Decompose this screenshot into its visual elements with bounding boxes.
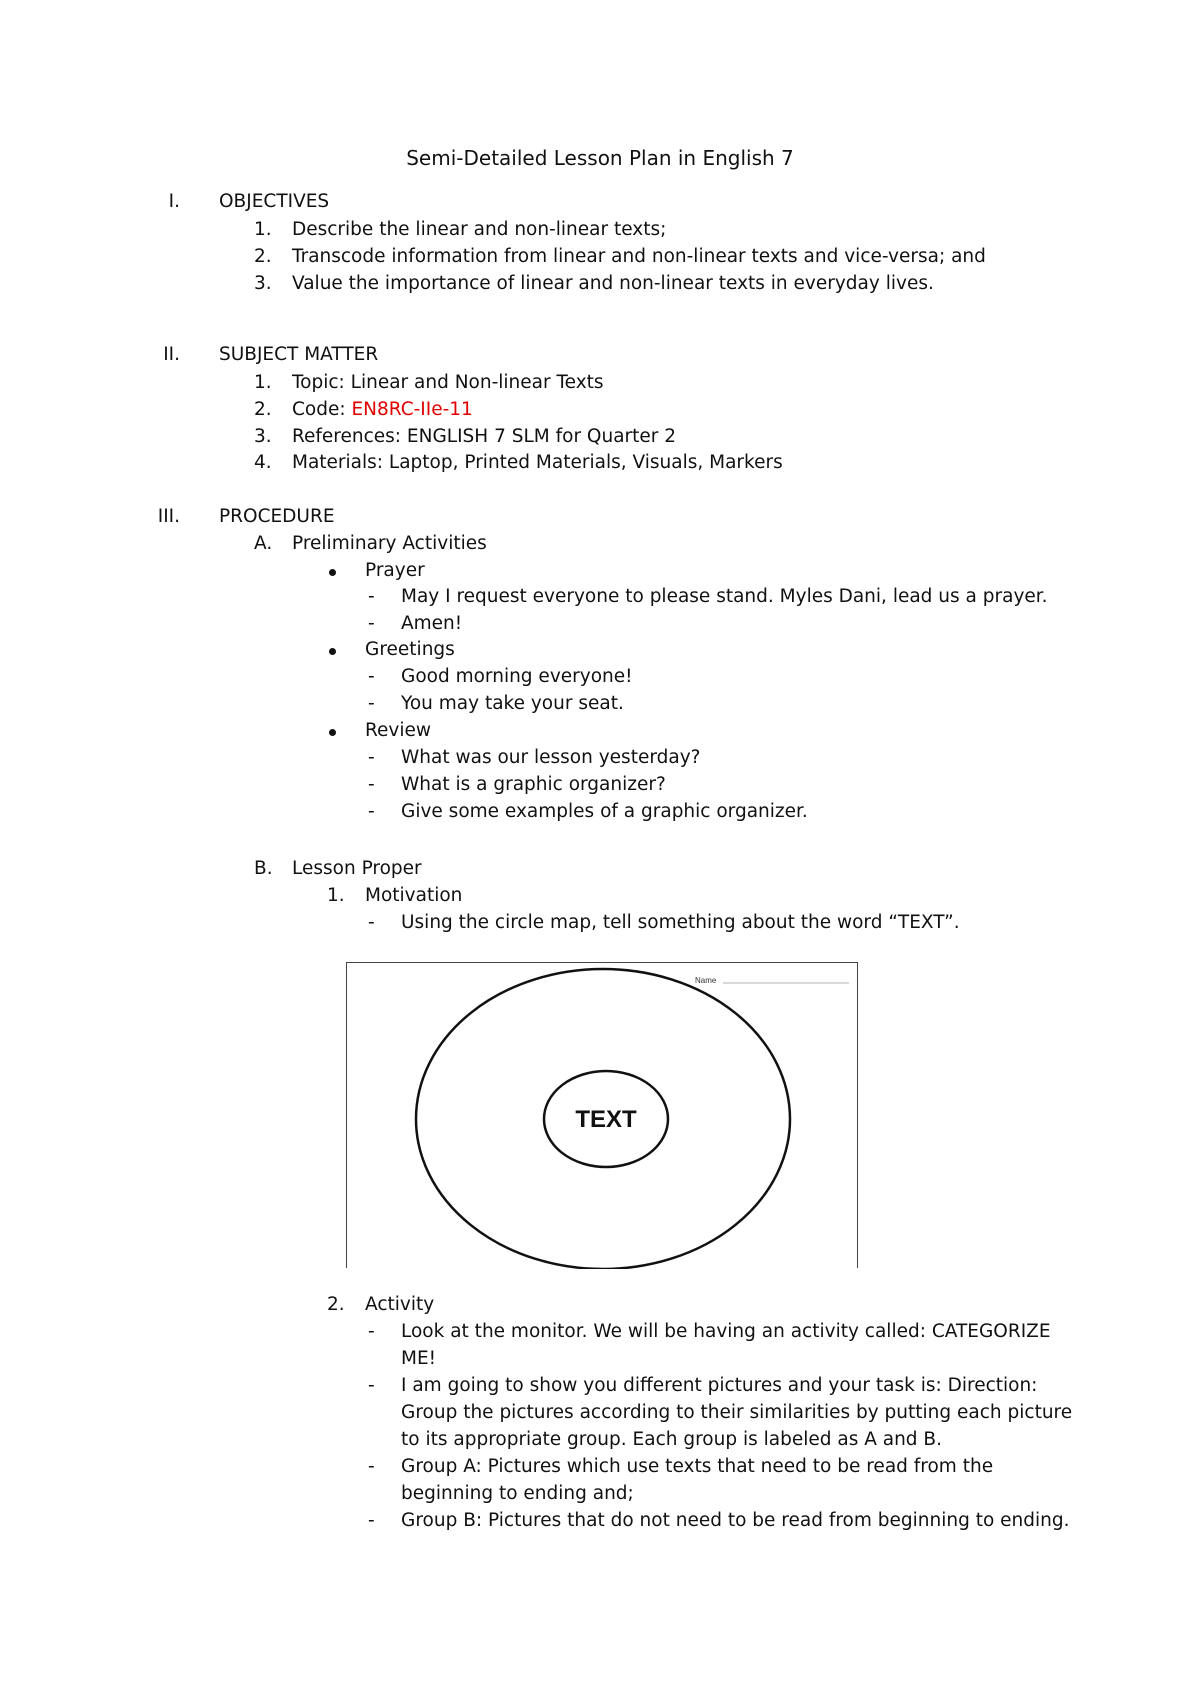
list-number: 3. — [254, 426, 272, 447]
motivation-title: Motivation — [365, 885, 463, 906]
dash-marker: - — [368, 666, 375, 687]
list-number: 3. — [254, 273, 272, 294]
dash-marker: - — [368, 1510, 375, 1531]
activity-title: Activity — [365, 1294, 435, 1315]
dash-marker: - — [368, 912, 375, 933]
dash-marker: - — [368, 586, 375, 607]
list-item: Group A: Pictures which use texts that need to be read from the — [401, 1456, 994, 1477]
subsection-heading: Preliminary Activities — [292, 533, 487, 554]
circle-map-center-text: TEXT — [575, 1106, 637, 1133]
list-item-continued: Group the pictures according to their similarities by putting each picture — [401, 1402, 1073, 1423]
subsection-letter: A. — [254, 533, 273, 554]
list-number: 1. — [254, 219, 272, 240]
subsection-heading: Lesson Proper — [292, 858, 422, 879]
bullet-icon — [329, 569, 336, 576]
dash-marker: - — [368, 747, 375, 768]
list-number: 2. — [327, 1294, 345, 1315]
bullet-title: Prayer — [365, 560, 425, 581]
section-numeral: II. — [163, 344, 180, 365]
list-item: Amen! — [401, 613, 463, 634]
list-item: Group B: Pictures that do not need to be read from beginning to ending. — [401, 1510, 1070, 1531]
list-item: Topic: Linear and Non-linear Texts — [292, 372, 604, 393]
dash-marker: - — [368, 1321, 375, 1342]
competency-code: EN8RC-IIe-11 — [351, 399, 473, 420]
list-item: Using the circle map, tell something about the word “TEXT”. — [401, 912, 960, 933]
list-item: Transcode information from linear and non-linear texts and vice-versa; and — [292, 246, 986, 267]
bullet-icon — [329, 729, 336, 736]
list-item-continued: ME! — [401, 1348, 437, 1369]
subsection-letter: B. — [254, 858, 273, 879]
list-item: What is a graphic organizer? — [401, 774, 666, 795]
list-number: 1. — [254, 372, 272, 393]
dash-marker: - — [368, 774, 375, 795]
list-number: 1. — [327, 885, 345, 906]
list-item: Look at the monitor. We will be having an activity called: CATEGORIZE — [401, 1321, 1051, 1342]
list-item: Good morning everyone! — [401, 666, 633, 687]
list-number: 4. — [254, 452, 272, 473]
page-title: Semi-Detailed Lesson Plan in English 7 — [406, 146, 794, 170]
dash-marker: - — [368, 693, 375, 714]
list-item: Value the importance of linear and non-linear texts in everyday lives. — [292, 273, 934, 294]
list-item: May I request everyone to please stand. Myles Dani, lead us a prayer. — [401, 586, 1048, 607]
list-item: What was our lesson yesterday? — [401, 747, 701, 768]
list-item-continued: beginning to ending and; — [401, 1483, 634, 1504]
list-number: 2. — [254, 399, 272, 420]
bullet-title: Review — [365, 720, 432, 741]
section-heading-objectives: OBJECTIVES — [219, 191, 330, 212]
list-item: I am going to show you different pictures and your task is: Direction: — [401, 1375, 1038, 1396]
section-heading-subject-matter: SUBJECT MATTER — [219, 344, 379, 365]
list-item: References: ENGLISH 7 SLM for Quarter 2 — [292, 426, 677, 447]
list-number: 2. — [254, 246, 272, 267]
name-label: Name — [695, 976, 717, 985]
dash-marker: - — [368, 801, 375, 822]
circle-map — [346, 962, 858, 1268]
section-heading-procedure: PROCEDURE — [219, 506, 335, 527]
dash-marker: - — [368, 1375, 375, 1396]
section-numeral: I. — [168, 191, 180, 212]
list-item: Materials: Laptop, Printed Materials, Visuals, Markers — [292, 452, 783, 473]
bullet-icon — [329, 648, 336, 655]
list-item-continued: to its appropriate group. Each group is labeled as A and B. — [401, 1429, 943, 1450]
dash-marker: - — [368, 613, 375, 634]
section-numeral: III. — [157, 506, 180, 527]
list-item: Describe the linear and non-linear texts; — [292, 219, 667, 240]
code-label: Code: — [292, 399, 352, 420]
dash-marker: - — [368, 1456, 375, 1477]
list-item: Give some examples of a graphic organizer. — [401, 801, 808, 822]
bullet-title: Greetings — [365, 639, 455, 660]
list-item — [292, 398, 473, 422]
list-item: You may take your seat. — [401, 693, 624, 714]
